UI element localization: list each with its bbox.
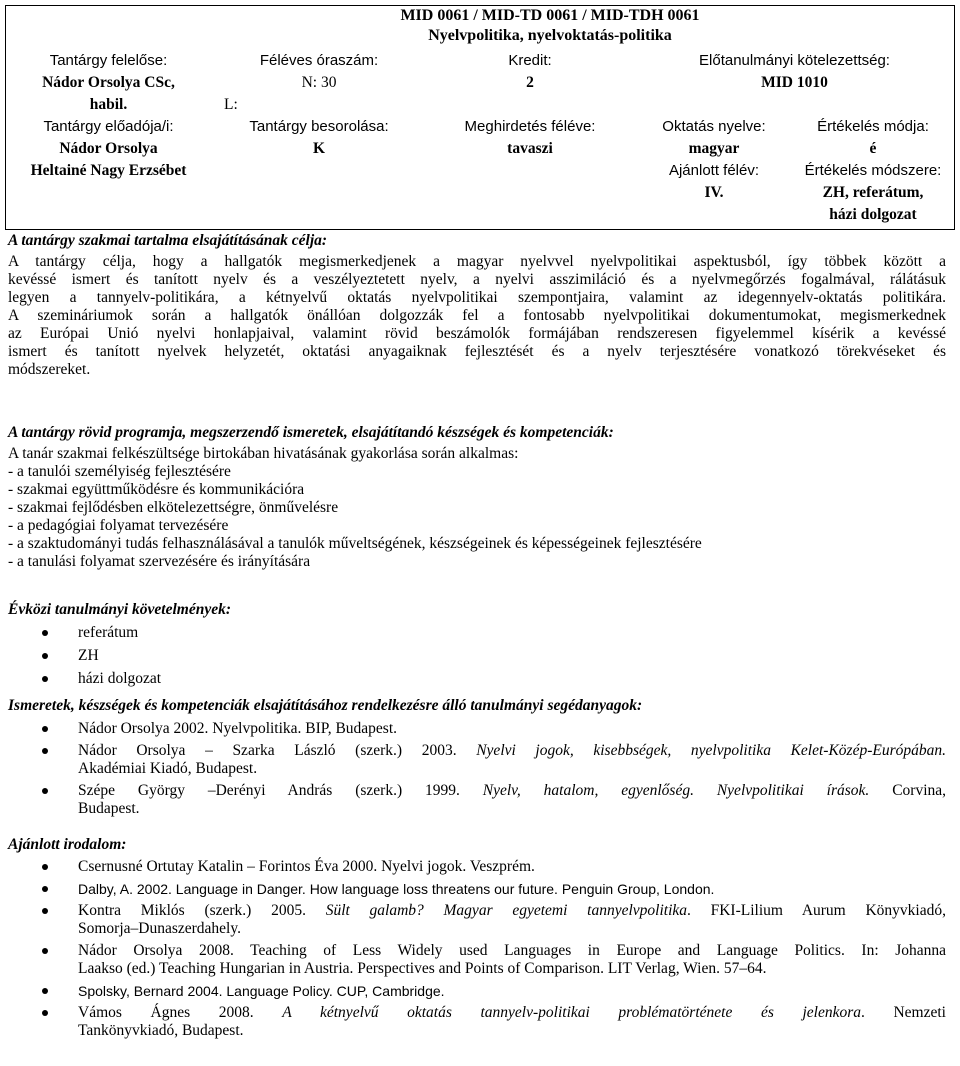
goal-heading: A tantárgy szakmai tartalma elsajátításának célja: bbox=[8, 232, 328, 249]
bullet-icon bbox=[42, 653, 48, 659]
recommended-value: IV. bbox=[704, 184, 724, 201]
literature-list bbox=[8, 858, 946, 1040]
goal-line: módszereket. bbox=[8, 361, 91, 378]
reference-segment: Nádor Orsolya 2008. Teaching of Less Widely used Languages in Europe and Language Politics. In: Johanna bbox=[78, 942, 946, 959]
program-item: - a szaktudományi tudás felhasználásával a tanulók műveltségének, készségeinek és képességeinek fejlesztésére bbox=[8, 535, 702, 552]
course-code: MID 0061 / MID-TD 0061 / MID-TDH 0061 bbox=[400, 7, 700, 24]
requirements-heading: Évközi tanulmányi követelmények: bbox=[8, 601, 232, 618]
hours-l: L: bbox=[224, 96, 238, 113]
reference-segment: Dalby, A. 2002. Language in Danger. How language loss threatens our future. Penguin Group, London. bbox=[78, 881, 715, 897]
eval-method-line-2: házi dolgozat bbox=[829, 206, 917, 223]
goal-line: A szemináriumok során a hallgatók önállóan dolgozzák fel a fontosabb nyelvpolitikai dokumentumokat, megismerkednek bbox=[8, 307, 946, 324]
reference-item bbox=[8, 880, 946, 898]
goal-text bbox=[8, 253, 946, 379]
reference-segment: A kétnyelvű oktatás tannyelv-politikai problématörténete és jelenkora bbox=[282, 1004, 861, 1021]
goal-line: legyen a tannyelv-politikára, a kétnyelvű oktatás nyelvpolitikai szempontjaira, valamint az idegennyelv-oktatás politikára. bbox=[8, 289, 946, 306]
reference-item bbox=[8, 902, 946, 938]
reference-segment: . FKI-Lilium Aurum Könyvkiadó, bbox=[687, 902, 946, 919]
reference-segment: Szépe György –Derényi András (szerk.) 1999. bbox=[78, 782, 483, 799]
reference-item bbox=[8, 982, 946, 1000]
program-item: - a tanulói személyiség fejlesztésére bbox=[8, 463, 231, 480]
reference-segment: Nádor Orsolya 2002. Nyelvpolitika. BIP, Budapest. bbox=[78, 720, 398, 737]
materials-heading: Ismeretek, készségek és kompetenciák elsajátításához rendelkezésre álló tanulmányi segédanyagok: bbox=[8, 697, 643, 714]
bullet-icon bbox=[42, 908, 48, 914]
reference-item bbox=[8, 942, 946, 978]
bullet-icon bbox=[42, 788, 48, 794]
hours-label: Féléves óraszám: bbox=[259, 52, 379, 69]
hours-n: N: 30 bbox=[301, 74, 337, 91]
reference-line bbox=[78, 742, 946, 760]
recommended-label: Ajánlott félév: bbox=[668, 162, 760, 179]
bullet-icon bbox=[42, 1010, 48, 1016]
prereq-label: Előtanulmányi kötelezettség: bbox=[699, 52, 890, 69]
prereq-cell bbox=[637, 50, 952, 94]
reference-item bbox=[8, 1004, 946, 1040]
reference-item bbox=[8, 742, 946, 778]
goal-section bbox=[8, 232, 946, 379]
credit-value: 2 bbox=[526, 74, 534, 91]
table-border-right bbox=[954, 5, 955, 230]
reference-segment: Somorja–Dunaszerdahely. bbox=[78, 920, 241, 937]
responsible-line-2: habil. bbox=[89, 96, 128, 113]
reference-segment: Akadémiai Kiadó, Budapest. bbox=[78, 760, 258, 777]
reference-segment: Nyelvi jogok, kisebbségek, nyelvpolitika Kelet-Közép-Európában. bbox=[476, 742, 946, 759]
program-item: - a tanulási folyamat szervezésére és irányítására bbox=[8, 553, 311, 570]
course-title: Nyelvpolitika, nyelvoktatás-politika bbox=[428, 27, 672, 44]
language-label: Oktatás nyelve: bbox=[662, 118, 766, 135]
requirement-text: referátum bbox=[78, 624, 139, 641]
bullet-icon bbox=[42, 988, 48, 994]
requirement-item bbox=[8, 670, 946, 688]
classification-label: Tantárgy besorolása: bbox=[249, 118, 389, 135]
credit-cell bbox=[425, 50, 635, 94]
lecturer-cell bbox=[6, 116, 211, 182]
language-cell bbox=[637, 116, 791, 204]
reference-line bbox=[78, 782, 946, 800]
classification-cell bbox=[215, 116, 423, 160]
literature-section bbox=[8, 836, 946, 1040]
semester-label: Meghirdetés féléve: bbox=[464, 118, 596, 135]
reference-line bbox=[78, 1004, 946, 1022]
reference-segment: Sült galamb? Magyar egyetemi tannyelvpolitika bbox=[325, 902, 687, 919]
eval-mode-label: Értékelés módja: bbox=[817, 118, 929, 135]
bullet-icon bbox=[42, 886, 48, 892]
bullet-icon bbox=[42, 630, 48, 636]
materials-section bbox=[8, 697, 946, 818]
eval-mode-value: é bbox=[869, 140, 877, 157]
table-border-bottom bbox=[5, 229, 954, 230]
reference-line bbox=[78, 960, 946, 978]
reference-item bbox=[8, 782, 946, 818]
goal-line: ismert és tanított nyelvek helyzetét, oktatási anyagaiknak fejlesztését és a nyelv terjesztésére vonatkozó törekvéseket és bbox=[8, 343, 946, 360]
reference-segment: Nádor Orsolya – Szarka László (szerk.) 2003. bbox=[78, 742, 477, 759]
program-heading: A tantárgy rövid programja, megszerzendő ismeretek, elsajátítandó készségek és kompetenciák: bbox=[8, 424, 614, 441]
credit-label: Kredit: bbox=[508, 52, 552, 69]
evaluation-cell bbox=[792, 116, 954, 226]
reference-line bbox=[78, 880, 946, 898]
classification-value: K bbox=[312, 140, 326, 157]
reference-segment: Budapest. bbox=[78, 800, 140, 817]
eval-method-label: Értékelés módszere: bbox=[804, 162, 942, 179]
program-item: - szakmai együttműködésre és kommunikációra bbox=[8, 481, 305, 498]
bullet-icon bbox=[42, 676, 48, 682]
reference-item bbox=[8, 858, 946, 876]
reference-line bbox=[78, 858, 946, 876]
lecturer-line-1: Nádor Orsolya bbox=[59, 140, 158, 157]
requirement-text: házi dolgozat bbox=[78, 670, 162, 687]
semester-cell bbox=[425, 116, 635, 160]
program-item: - szakmai fejlődésben elkötelezettségre, önművelésre bbox=[8, 499, 339, 516]
requirement-item bbox=[8, 647, 946, 665]
reference-line bbox=[78, 942, 946, 960]
reference-segment: Vámos Ágnes 2008. bbox=[78, 1004, 283, 1021]
reference-line bbox=[78, 760, 946, 778]
responsible-label: Tantárgy felelőse: bbox=[49, 52, 168, 69]
reference-line bbox=[78, 920, 946, 938]
eval-method-line-1: ZH, referátum, bbox=[822, 184, 924, 201]
lecturer-line-2: Heltainé Nagy Erzsébet bbox=[30, 162, 187, 179]
reference-line bbox=[78, 902, 946, 920]
hours-cell bbox=[215, 50, 423, 94]
responsible-line-1: Nádor Orsolya CSc, bbox=[42, 74, 175, 91]
goal-line: A tantárgy célja, hogy a hallgatók megismerkedjenek a magyar nyelvvel nyelvpolitikai aspektusból, így többek között a bbox=[8, 253, 946, 270]
responsible-cell bbox=[6, 50, 211, 116]
requirement-item bbox=[8, 624, 946, 642]
reference-line bbox=[78, 800, 946, 818]
bullet-icon bbox=[42, 864, 48, 870]
bullet-icon bbox=[42, 726, 48, 732]
materials-list bbox=[8, 720, 946, 818]
language-value: magyar bbox=[688, 140, 740, 157]
lecturer-label: Tantárgy előadója/i: bbox=[43, 118, 174, 135]
reference-segment: . Nemzeti bbox=[861, 1004, 946, 1021]
reference-line bbox=[78, 1022, 946, 1040]
reference-segment: Kontra Miklós (szerk.) 2005. bbox=[78, 902, 326, 919]
reference-line bbox=[78, 720, 946, 738]
program-section bbox=[8, 424, 946, 571]
goal-line: kevéssé ismert és tanított nyelv és a veszélyeztetett nyelv, a nyelvi asszimiláció és a nyelvmegőrzés fogalmával, rálátásuk bbox=[8, 271, 946, 288]
reference-segment: Spolsky, Bernard 2004. Language Policy. CUP, Cambridge. bbox=[78, 983, 445, 999]
requirements-section bbox=[8, 601, 946, 688]
literature-heading: Ajánlott irodalom: bbox=[8, 836, 127, 853]
reference-segment: Tankönyvkiadó, Budapest. bbox=[78, 1022, 244, 1039]
reference-line bbox=[78, 982, 946, 1000]
reference-segment: Csernusné Ortutay Katalin – Forintos Éva 2000. Nyelvi jogok. Veszprém. bbox=[78, 858, 535, 875]
reference-segment: Laakso (ed.) Teaching Hungarian in Austria. Perspectives and Points of Comparison. LIT Verlag, Wien. 57–64. bbox=[78, 960, 767, 977]
bullet-icon bbox=[42, 748, 48, 754]
reference-item bbox=[8, 720, 946, 738]
prereq-value: MID 1010 bbox=[761, 74, 828, 91]
requirement-text: ZH bbox=[78, 647, 99, 664]
reference-segment: Nyelv, hatalom, egyenlőség. Nyelvpolitikai írások. bbox=[482, 782, 870, 799]
program-item: - a pedagógiai folyamat tervezésére bbox=[8, 517, 229, 534]
bullet-icon bbox=[42, 948, 48, 954]
semester-value: tavaszi bbox=[507, 140, 553, 157]
program-intro: A tanár szakmai felkészültsége birtokában hivatásának gyakorlása során alkalmas: bbox=[8, 445, 519, 462]
goal-line: az Európai Unió nyelvi honlapjaival, valamint rövid beszámolók formájában rendszeresen figyelemmel kísérik a kevéssé bbox=[8, 325, 946, 342]
reference-segment: Corvina, bbox=[869, 782, 947, 799]
